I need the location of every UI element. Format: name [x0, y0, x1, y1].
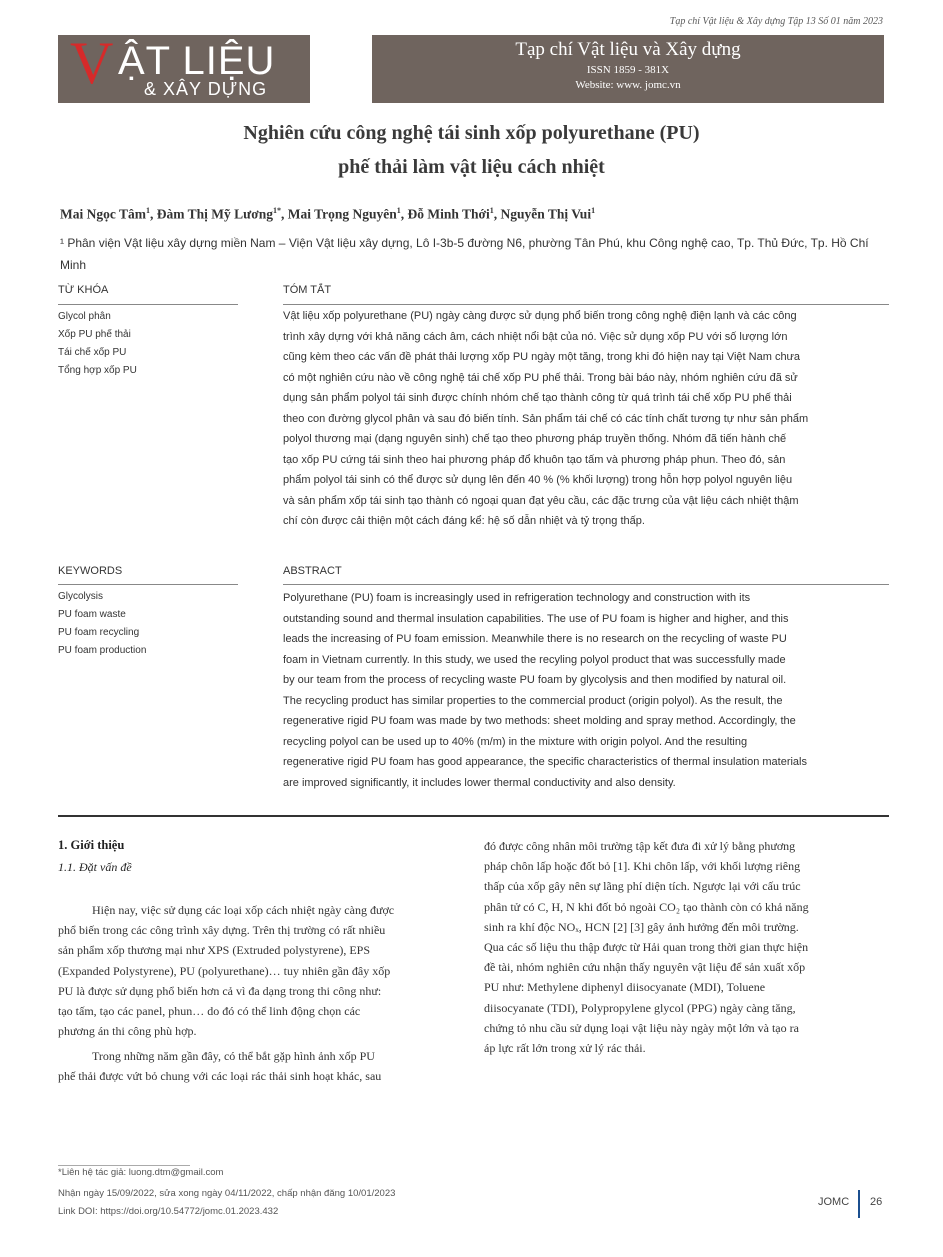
body-line: diisocyanate (TDI), Polypropylene glycol (PPG) ngày càng tăng, — [484, 1000, 796, 1015]
subsection-heading: 1.1. Đặt vấn đề — [58, 860, 132, 874]
logo-letter: V — [70, 30, 114, 96]
body-line: thấp của xốp gây nên sự lãng phí diện tích. Ngược lại với cấu trúc — [484, 879, 801, 894]
page-number: 26 — [870, 1196, 883, 1208]
body-line: phương án thi công phù hợp. — [58, 1024, 197, 1039]
title-line-1: Nghiên cứu công nghệ tái sinh xốp polyurethane (PU) — [243, 122, 700, 144]
author: Nguyễn Thị Vui — [500, 206, 592, 222]
body-line: đó được công nhân môi trường tập kết đưa đi xử lý bằng phương — [484, 839, 796, 853]
journal-website: Website: www. jomc.vn — [575, 79, 681, 91]
abstract-line: outstanding sound and thermal insulation capabilities. The use of PU foam is higher and higher, and this — [283, 612, 789, 625]
author: Mai Trọng Nguyên — [287, 206, 397, 222]
footnote-rule — [58, 1165, 190, 1166]
journal-logo — [58, 30, 310, 103]
keyword: Tổng hợp xốp PU — [58, 365, 137, 376]
abstract-line: trình xây dựng với khả năng cách âm, cách nhiệt nổi bật của nó. Việc sử dụng xốp PU với số lượng lớn — [283, 330, 788, 343]
abstract-line: foam in Vietnam currently. In this study, we used the recyling polyol product that was successfully made — [283, 653, 786, 666]
author-affil: 1 — [489, 206, 494, 215]
body-line: Qua các số liệu thu thập được từ Hải quan trong thời gian thực hiện — [484, 940, 809, 955]
abstract-line: by our team from the process of recycling waste PU foam by glycolysis and then modified by natural oil. — [283, 674, 787, 686]
body-paragraph — [58, 900, 458, 1041]
body-line: phổ biến trong các công trình xây dựng. Trên thị trường có rất nhiều — [58, 923, 386, 938]
paper-title — [60, 116, 883, 184]
author-list: Mai Ngọc Tâm$^1$, Đàm Thị Mỹ Lương$^{1*}$, Mai Trọng Nguyên$^1$, Đỗ Minh Thới$^1$, Nguyễn Thị Vui$^1$ — [60, 206, 596, 222]
logo-sub-text: & XÂY DỰNG — [144, 79, 268, 99]
author-affil: 1 — [146, 206, 150, 215]
en-keywords-list — [58, 588, 238, 660]
page-divider — [858, 1190, 860, 1218]
author: Đàm Thị Mỹ Lương — [156, 206, 273, 222]
body-paragraph — [58, 1046, 458, 1086]
divider — [283, 584, 889, 585]
keyword: Glycol phân — [58, 311, 111, 322]
vi-keywords-heading: TỪ KHÓA — [58, 284, 109, 296]
abstract-line: theo con đường glycol phân và sau đó biến tính. Sản phẩm tái chế có các tính chất tương tự như sản phẩm — [283, 412, 809, 425]
body-line: phế thải được vứt bỏ chung với các loại rác thải sinh hoạt khác, sau — [58, 1069, 382, 1084]
divider — [283, 304, 889, 305]
journal-banner — [372, 35, 884, 103]
abstract-line: regenerative rigid PU foam was made by two methods: sheet molding and spray method. Accordingly, the — [283, 715, 796, 727]
journal-name: Tạp chí Vật liệu và Xây dựng — [515, 39, 741, 60]
vi-keywords-list — [58, 308, 238, 380]
body-line: tạo tấm, tạo các panel, phun… do đó có thể linh động chọn các — [58, 1004, 361, 1019]
abstract-line: Vật liệu xốp polyurethane (PU) ngày càng được sử dụng phổ biến trong công nghệ điện lạnh và các công — [283, 310, 797, 322]
affiliation: ¹ Phân viện Vật liệu xây dựng miền Nam – Viện Vật liệu xây dựng, Lô I-3b-5 đường N6, phường Tân Phú, khu Công nghệ cao, Tp. Thủ Đức, Tp. Hồ Chí Minh — [60, 236, 869, 272]
body-line: sản phẩm xốp thương mại như XPS (Extruded polystyrene), EPS — [58, 943, 370, 958]
abstract-line: polyol thương mại (dạng nguyên sinh) chế tạo theo phương pháp truyền thống. Nhóm đã tiến hành chế — [283, 433, 787, 445]
journal-issn: ISSN 1859 - 381X — [586, 64, 670, 76]
journal-mark: JOMC — [818, 1196, 850, 1208]
abstract-line: The recycling product has similar properties to the commercial product (origin polyol). As the result, the — [283, 694, 783, 707]
body-line: phân tử có C, H, N khi đốt bỏ ngoài CO₂ tạo thành còn có khả năng — [484, 899, 809, 914]
contact-email[interactable]: *Liên hệ tác giả: luong.dtm@gmail.com — [58, 1167, 224, 1178]
abstract-line: và sản phẩm xốp tái sinh tạo thành có ngoại quan đạt yêu cầu, các đặc trưng của vật liệu cách nhiệt thậm — [283, 494, 799, 507]
en-abstract-heading: ABSTRACT — [283, 565, 342, 577]
abstract-line: are improved significantly, it includes lower thermal conductivity and also density. — [283, 776, 676, 789]
abstract-line: chí còn được cải thiện một cách đáng kể: hệ số dẫn nhiệt và tỷ trọng thấp. — [283, 515, 645, 527]
keyword: PU foam waste — [58, 609, 126, 620]
abstract-line: Polyurethane (PU) foam is increasingly used in refrigeration technology and construction with its — [283, 592, 751, 604]
vi-abstract-heading: TÓM TẮT — [283, 284, 332, 296]
title-line-2: phế thải làm vật liệu cách nhiệt — [338, 156, 605, 178]
running-header: Tạp chí Vật liệu & Xây dựng Tập 13 Số 01 năm 2023 — [669, 16, 883, 27]
en-keywords-heading: KEYWORDS — [58, 565, 123, 577]
abstract-line: regenerative rigid PU foam has good appearance, the specific characteristics of thermal insulation materials — [283, 756, 807, 768]
author: Mai Ngọc Tâm — [60, 206, 146, 222]
author-affil: 1* — [272, 206, 281, 215]
keyword: Glycolysis — [58, 591, 104, 602]
logo-main-text: ẬT LIỆU — [118, 39, 276, 83]
abstract-line: leads the increasing of PU foam emission. Meanwhile there is no research on the recycling of waste PU — [283, 633, 787, 645]
abstract-line: tạo xốp PU cứng tái sinh theo hai phương pháp đổ khuôn tạo tấm và phương pháp phun. Theo đó, sản — [283, 453, 786, 466]
body-line: pháp chôn lấp hoặc đốt bỏ [1]. Khi chôn lấp, với khối lượng riêng — [484, 859, 801, 874]
body-line: PU như: Methylene diphenyl diisocyanate (MDI), Toluene — [484, 980, 766, 995]
author-affil: 1 — [591, 206, 596, 215]
doi-link[interactable]: Link DOI: https://doi.org/10.54772/jomc.01.2023.432 — [58, 1206, 279, 1217]
body-line: Hiện nay, việc sử dụng các loại xốp cách nhiệt ngày càng được — [92, 903, 395, 917]
body-line: Trong những năm gần đây, có thể bắt gặp hình ảnh xốp PU — [92, 1049, 375, 1063]
author-affil: 1 — [396, 206, 401, 215]
abstract-line: phẩm polyol tái sinh có thể được sử dụng lên đến 40 % (% khối lượng) trong hỗn hợp polyol nguyên liệu — [283, 474, 793, 486]
body-line: chứng tỏ nhu cầu sử dụng loại vật liệu này ngày một lớn và tạo ra — [484, 1020, 799, 1035]
body-line: áp lực rất lớn trong xử lý rác thải. — [484, 1041, 646, 1056]
keyword: PU foam recycling — [58, 627, 140, 638]
received-dates: Nhận ngày 15/09/2022, sửa xong ngày 04/11/2022, chấp nhận đăng 10/01/2023 — [58, 1188, 396, 1199]
body-line: PU là được sử dụng phổ biến hơn cả vì đa dạng trong thi công như: — [58, 983, 382, 998]
body-line: sinh ra khí độc NOₓ, HCN [2] [3] gây ảnh hưởng đến môi trường. — [484, 919, 799, 934]
abstract-line: cũng kèm theo các vấn đề phát thải lượng xốp PU ngày một tăng, trong khi đó hiện nay tại Việt Nam chưa — [283, 351, 801, 363]
body-paragraph — [484, 836, 884, 1058]
divider — [58, 584, 238, 585]
vi-abstract — [283, 306, 889, 532]
body-line: (Expanded Polystyrene), PU (polyurethane)… tuy nhiên gần đây xốp — [58, 963, 391, 978]
keyword: PU foam production — [58, 645, 147, 656]
en-abstract — [283, 588, 889, 793]
abstract-line: dụng sản phẩm polyol tái sinh được chính nhóm chế tạo thành công từ quá trình tái chế xốp PU phế thải — [283, 392, 792, 404]
section-divider — [58, 815, 889, 817]
divider — [58, 304, 238, 305]
keyword: Tái chế xốp PU — [58, 347, 127, 358]
section-heading: 1. Giới thiệu — [58, 838, 125, 852]
abstract-line: có một nghiên cứu nào về công nghệ tái chế xốp PU phế thải. Trong bài báo này, nhóm nghiên cứu đã sử — [283, 371, 798, 384]
body-line: đề tài, nhóm nghiên cứu nhận thấy nguyên vật liệu để sản xuất xốp — [484, 960, 806, 975]
keyword: Xốp PU phế thải — [58, 329, 131, 340]
abstract-line: recycling polyol can be used up to 40% (m/m) in the mixture with origin polyol. And the resulting — [283, 735, 748, 748]
author: Đỗ Minh Thới — [407, 206, 490, 222]
